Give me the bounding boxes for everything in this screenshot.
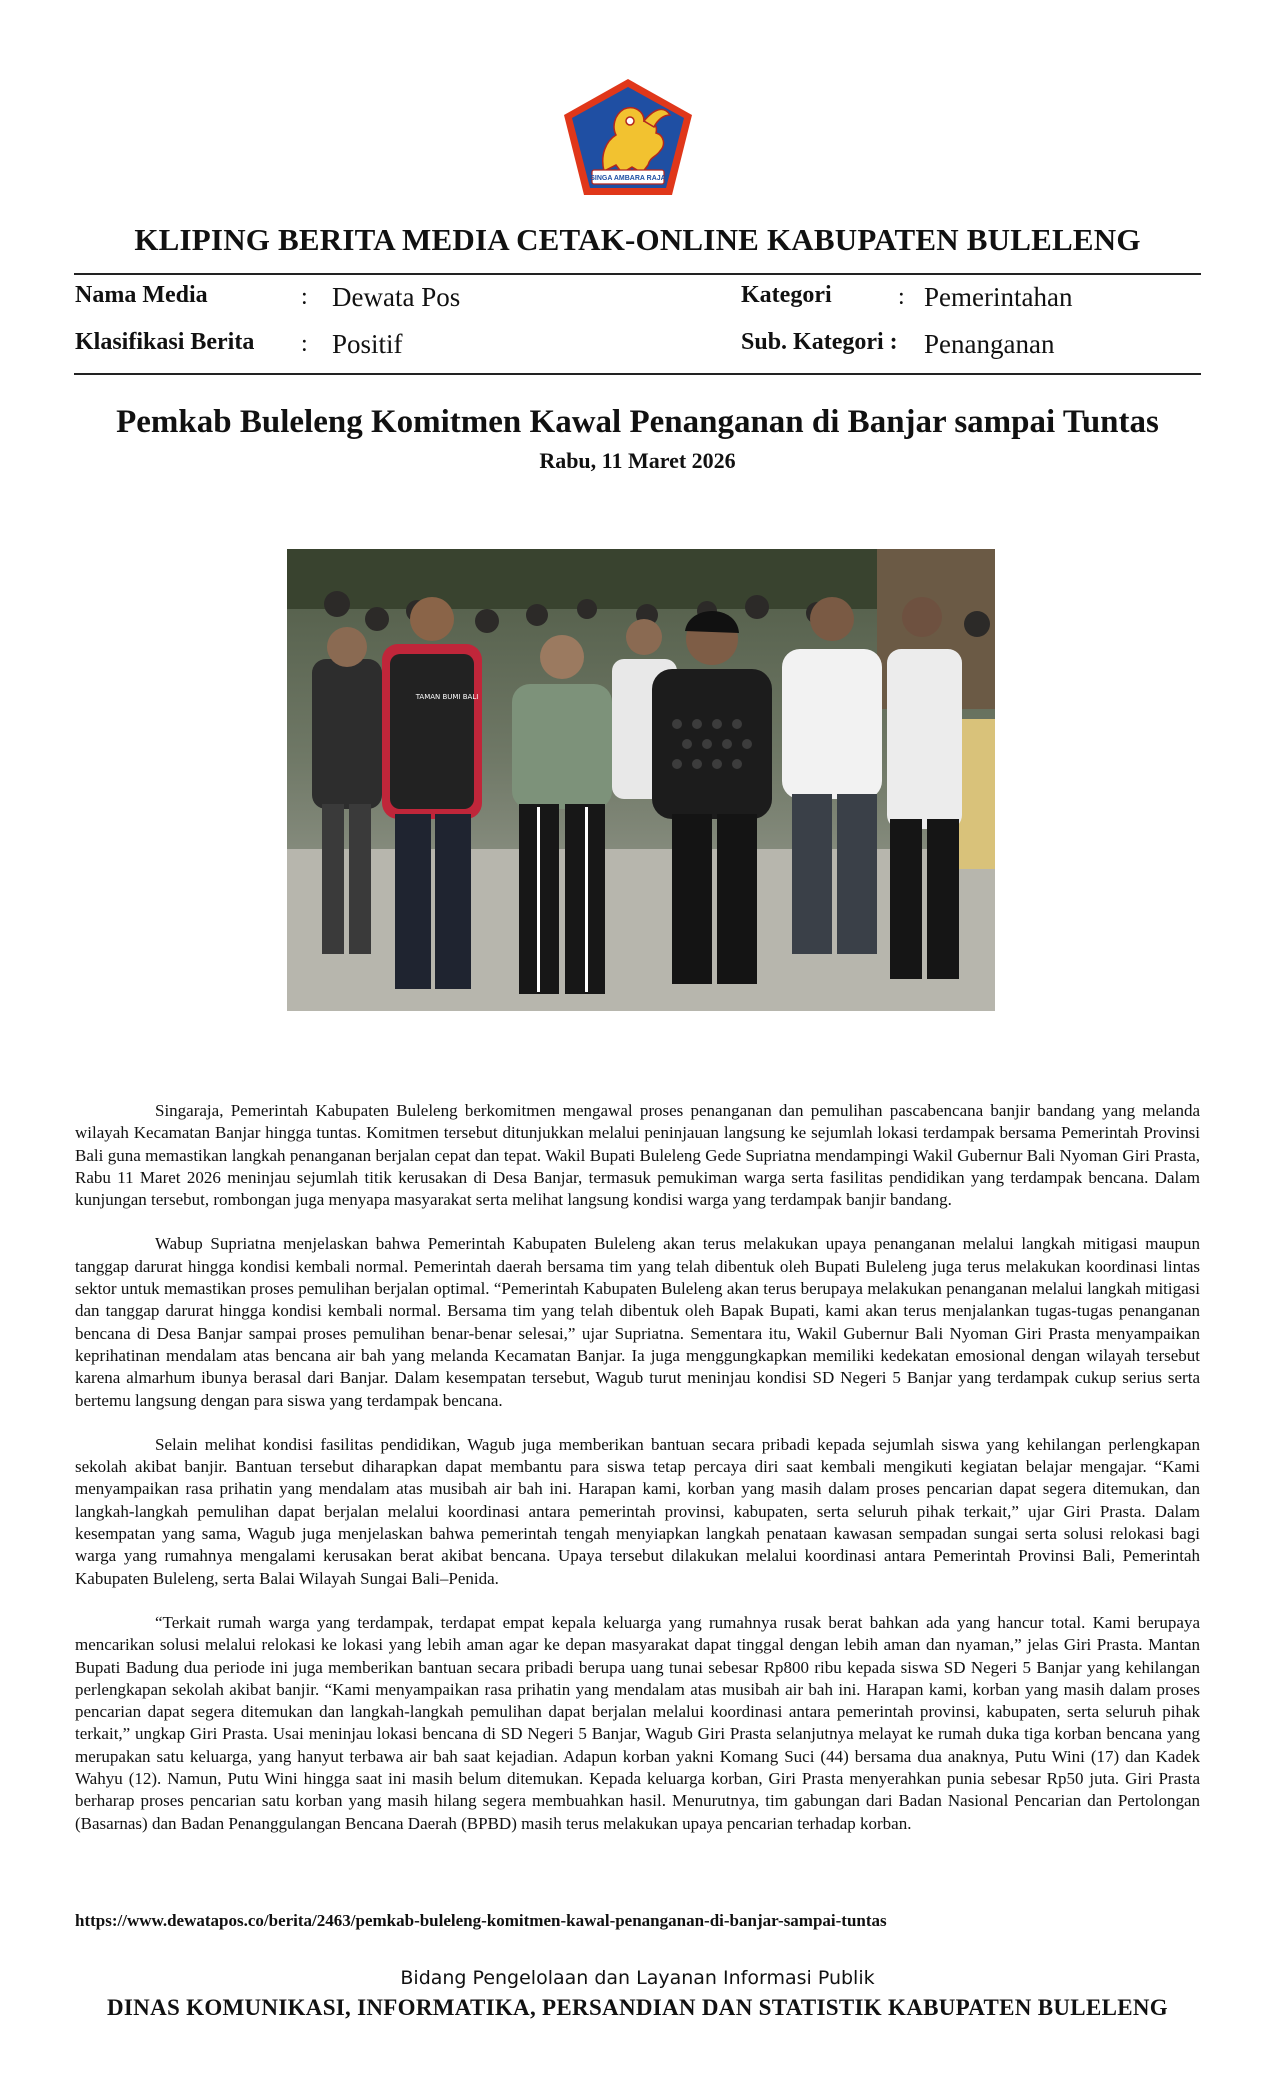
footer-agency: DINAS KOMUNIKASI, INFORMATIKA, PERSANDIAN DAN STATISTIK KABUPATEN BULELENG — [107, 1995, 1168, 2020]
vest-text: TAMAN BUMI BALI — [415, 693, 479, 701]
source-link[interactable]: https://www.dewatapos.co/berita/2463/pemkab-buleleng-komitmen-kawal-penanganan-di-banjar-sampai-tuntas — [75, 1911, 887, 1930]
document-title: KLIPING BERITA MEDIA CETAK-ONLINE KABUPATEN BULELENG — [134, 222, 1141, 257]
klasifikasi-label: Klasifikasi Berita — [75, 329, 255, 355]
media-value: Dewata Pos — [332, 282, 461, 312]
kategori-colon: : — [898, 284, 905, 310]
article-body — [75, 1100, 1200, 1857]
kategori-label: Kategori — [741, 282, 832, 308]
footer-subtitle: Bidang Pengelolaan dan Layanan Informasi Publik — [400, 1967, 875, 1989]
header-rule-bottom — [74, 373, 1201, 375]
article-paragraph: “Terkait rumah warga yang terdampak, terdapat empat kepala keluarga yang rumahnya rusak berat bahkan ada yang hancur total. Kami berupaya mencarikan solusi melalui relokasi ke lokasi yang lebih aman agar ke depan masyarakat dapat tinggal dengan lebih aman dan nyaman,” jelas Giri Prasta. Mantan Bupati Badung dua periode ini juga memberikan bantuan secara pribadi berupa uang tunai sebesar Rp800 ribu kepada siswa SD Negeri 5 Banjar yang kehilangan perlengkapan sekolah akibat banjir. “Kami menyampaikan rasa prihatin yang mendalam atas musibah air bah ini. Harapan kami, korban yang masih dalam proses pencarian dapat segera ditemukan dan langkah-langkah pemulihan dapat berjalan melalui koordinasi antara pemerintah provinsi, kabupaten, serta seluruh pihak terkait,” ungkap Giri Prasta. Usai meninjau lokasi bencana di SD Negeri 5 Banjar, Wagub Giri Prasta selanjutnya melayat ke rumah duka tiga korban bencana yang merupakan satu keluarga, yang hanyut terbawa air bah saat kejadian. Adapun korban yakni Komang Suci (44) bersama dua anaknya, Putu Wini (17) dan Kadek Wahyu (12). Namun, Putu Wini hingga saat ini masih belum ditemukan. Kepada keluarga korban, Giri Prasta menyerahkan punia sebesar Rp50 juta. Giri Prasta berharap proses pencarian satu korban yang masih hilang segera membuahkan hasil. Menurutnya, tim gabungan dari Badan Nasional Pencarian dan Pertolongan (Basarnas) dan Badan Penanggulangan Bencana Daerah (BPBD) masih terus melakukan upaya pencarian terhadap korban. — [75, 1612, 1200, 1833]
article-paragraph: Wabup Supriatna menjelaskan bahwa Pemerintah Kabupaten Buleleng akan terus melakukan upaya penanganan melalui langkah mitigasi maupun tanggap darurat hingga kondisi kembali normal. Pemerintah daerah bersama tim yang telah dibentuk oleh Bupati Buleleng juga terus melakukan koordinasi lintas sektor untuk memastikan proses pemulihan berjalan optimal. “Pemerintah Kabupaten Buleleng akan terus berupaya melakukan penanganan melalui langkah mitigasi dan tanggap darurat hingga kondisi kembali normal. Bersama tim yang telah dibentuk oleh Bapak Bupati, kami akan terus menjalankan tugas-tugas penanganan bencana di Desa Banjar sampai proses pemulihan benar-benar selesai,” ujar Supriatna. Sementara itu, Wakil Gubernur Bali Nyoman Giri Prasta menyampaikan keprihatinan mendalam atas bencana air bah yang melanda Kecamatan Banjar. Ia juga menggungkapkan memiliki kedekatan emosional dengan wilayah tersebut karena almarhum ibunya berasal dari Banjar. Dalam kesempatan tersebut, Wagub turut meninjau kondisi SD Negeri 5 Banjar yang terdampak cukup serius serta bertemu langsung dengan para siswa yang terdampak bencana. — [75, 1234, 1200, 1410]
motto-text: SINGA AMBARA RAJA — [590, 175, 666, 182]
header-rule-top — [74, 273, 1201, 275]
article-headline: Pemkab Buleleng Komitmen Kawal Penanganan di Banjar sampai Tuntas — [116, 404, 1159, 440]
article-paragraph: Selain melihat kondisi fasilitas pendidikan, Wagub juga memberikan bantuan secara pribadi kepada sejumlah siswa yang kehilangan perlengkapan sekolah akibat banjir. Bantuan tersebut diharapkan dapat membantu para siswa tetap percaya diri saat kembali mengikuti kegiatan belajar mengajar. “Kami menyampaikan rasa prihatin yang mendalam atas musibah air bah ini. Harapan kami, korban yang masih dalam proses pencarian dapat segera ditemukan, dan langkah-langkah pemulihan dapat berjalan melalui koordinasi antara pemerintah provinsi, kabupaten, serta seluruh pihak terkait,” ujar Giri Prasta. Dalam kesempatan yang sama, Wagub juga menjelaskan bahwa pemerintah tengah menyiapkan langkah penataan kawasan sempadan sungai serta solusi relokasi bagi warga yang rumahnya mengalami kerusakan berat akibat bencana. Upaya tersebut dilakukan melalui koordinasi antara Pemerintah Provinsi Bali, Pemerintah Kabupaten Buleleng, serta Balai Wilayah Sungai Bali–Penida. — [75, 1434, 1200, 1588]
regency-logo-icon — [560, 75, 696, 199]
kategori-value: Pemerintahan — [924, 282, 1073, 312]
article-date: Rabu, 11 Maret 2026 — [539, 448, 736, 473]
klasifikasi-colon: : — [301, 331, 308, 357]
sub-kategori-value: Penanganan — [924, 329, 1055, 359]
media-colon: : — [301, 284, 308, 310]
article-paragraph: Singaraja, Pemerintah Kabupaten Buleleng berkomitmen mengawal proses penanganan dan pemulihan pascabencana banjir bandang yang melanda wilayah Kecamatan Banjar hingga tuntas. Komitmen tersebut ditunjukkan melalui peninjauan langsung ke sejumlah lokasi terdampak bersama Pemerintah Provinsi Bali guna memastikan langkah penanganan berjalan cepat dan tepat. Wakil Bupati Buleleng Gede Supriatna mendampingi Wakil Gubernur Bali Nyoman Giri Prasta, Rabu 11 Maret 2026 meninjau sejumlah titik kerusakan di Desa Banjar, termasuk pemukiman warga serta fasilitas pendidikan yang terdampak bencana. Dalam kunjungan tersebut, rombongan juga menyapa masyarakat serta melihat langsung kondisi warga yang terdampak banjir bandang. — [75, 1101, 1200, 1210]
news-photo-illustration — [287, 549, 995, 1011]
media-label: Nama Media — [75, 282, 208, 308]
news-photo — [287, 549, 995, 1011]
klasifikasi-value: Positif — [332, 329, 403, 359]
sub-kategori-label: Sub. Kategori : — [741, 329, 898, 355]
